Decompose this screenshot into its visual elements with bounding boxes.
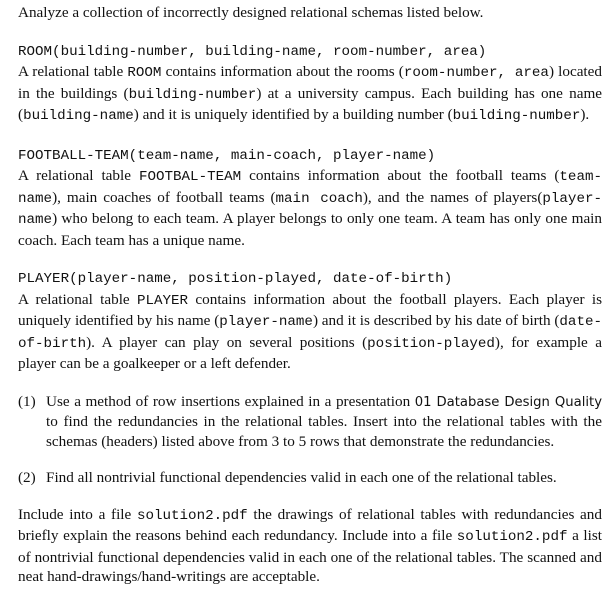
- player-schema: PLAYER(player-name, position-played, date-of-birth): [18, 271, 453, 287]
- question-2: [18, 468, 602, 488]
- intro-text: Analyze a collection of incorrectly designed relational schemas listed below.: [18, 4, 484, 21]
- room-description: A relational table ROOM contains information about the rooms (room-number, area) located in the buildings (building-number) at a university campus. Each building has one name (building-name) and it is uniquely identified by a building number (building-number).: [18, 63, 602, 124]
- player-description: A relational table PLAYER contains information about the football players. Each player is uniquely identified by his name (player-name) and it is described by his date of birth (date-of-birth). A player can play on several positions (position-played), for example a player can be a goalkeeper or a left defender.: [18, 290, 602, 372]
- football-team-section: [18, 147, 602, 251]
- question-2-number: (2): [18, 469, 36, 486]
- football-team-description: A relational table FOOTBAL-TEAM contains information about the football teams (team-name), main coaches of football teams (main coach), and the names of players(player-name) who belong to each team. A player belongs to only one team. A team has only one main coach. Each team has a unique name.: [18, 167, 602, 249]
- document-page: [0, 3, 616, 587]
- room-schema: ROOM(building-number, building-name, room-number, area): [18, 43, 487, 60]
- question-1: [18, 392, 602, 452]
- room-section: [18, 43, 602, 127]
- submission-instructions: Include into a file solution2.pdf the drawings of relational tables with redundancies and briefly explain the reasons behind each redundancy. Include into a file solution2.pdf a list of nontrivial functional dependencies valid in each one of the relational tables. The scanned and neat hand-drawings/hand-writings are acceptable.: [18, 505, 602, 585]
- player-section: [18, 270, 602, 374]
- question-1-text: Use a method of row insertions explained in a presentation 01 Database Design Quality to find the redundancies in the relational tables. Insert into the relational tables with the schemas (headers) listed above from 3 to 5 rows that demonstrate the redundancies.: [46, 392, 602, 450]
- question-2-text: Find all nontrivial functional dependencies valid in each one of the relational tables.: [46, 469, 557, 486]
- football-team-schema: FOOTBALL-TEAM(team-name, main-coach, player-name): [18, 147, 436, 164]
- question-1-number: (1): [18, 392, 36, 410]
